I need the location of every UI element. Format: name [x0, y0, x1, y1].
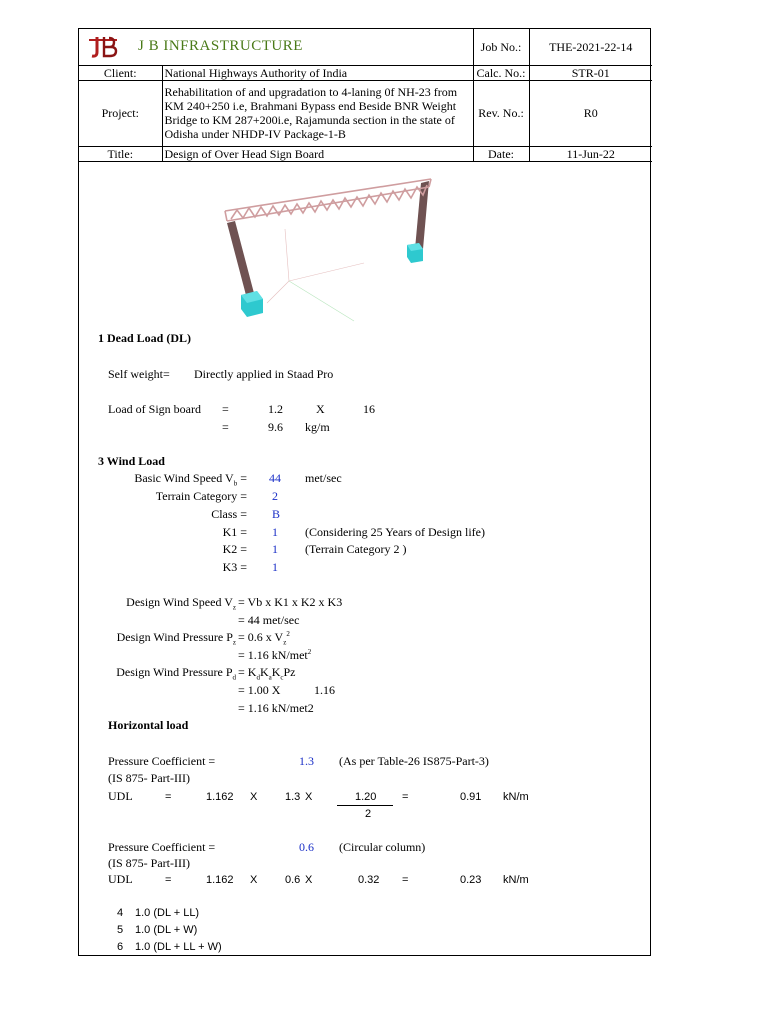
title-value: Design of Over Head Sign Board: [162, 146, 473, 161]
dead-load-result: 9.6: [268, 420, 283, 434]
udl-1-coefficient: 1.3: [285, 791, 301, 803]
design-wind-pressure-pd-formula: = $K_dK_aK_cPz$: [238, 665, 296, 682]
k2-label: K2 =: [222, 542, 247, 556]
design-wind-speed-label: Design Wind Speed $V_z$: [126, 595, 236, 612]
design-wind-pressure-pz-result: = 1.16 kN/met$^2$: [238, 648, 312, 662]
udl-1-result: 0.91: [460, 791, 482, 803]
multiply-sign: X: [316, 402, 325, 416]
class-value: B: [272, 507, 281, 521]
k3-value: 1: [272, 560, 278, 574]
pressure-coefficient-1-value: 1.3: [299, 754, 314, 768]
rev-label: Rev. No.:: [473, 80, 529, 146]
equals-sign: =: [402, 874, 409, 886]
project-label: Project:: [79, 80, 162, 146]
k3-label: K3 =: [222, 560, 247, 574]
rev-value: R0: [529, 80, 652, 146]
multiply-sign: X: [305, 791, 313, 803]
client-label: Client:: [79, 65, 162, 80]
k2-note: (Terrain Category 2 ): [305, 542, 407, 556]
calc-label: Calc. No.:: [473, 65, 529, 80]
udl-2-pressure: 1.162: [206, 874, 234, 886]
combination-number: 5: [117, 924, 124, 936]
company-cell: [79, 29, 473, 65]
udl-1-numerator: 1.20: [355, 791, 377, 803]
calc-value: STR-01: [529, 65, 652, 80]
date-label: Date:: [473, 146, 529, 161]
sign-board-factor: 1.2: [268, 402, 283, 416]
job-value: THE-2021-22-14: [529, 29, 652, 65]
pressure-coefficient-1-note: (As per Table-26 IS875-Part-3): [339, 754, 489, 768]
company-name: J B INFRASTRUCTURE: [138, 37, 303, 54]
udl-2-coefficient: 0.6: [285, 874, 301, 886]
sign-board-load-label: Load of Sign board: [108, 402, 201, 416]
equals-sign: =: [402, 791, 409, 803]
sign-board-structure-image: [219, 171, 449, 331]
design-wind-speed-result: = 44 met/sec: [238, 613, 300, 627]
udl-2-diameter: 0.32: [358, 874, 380, 886]
udl-2-label: UDL: [108, 872, 133, 886]
equals-sign: =: [222, 402, 229, 416]
multiply-sign: X: [305, 874, 313, 886]
udl-2-unit: kN/m: [503, 874, 529, 886]
horizontal-load-heading: Horizontal load: [108, 718, 189, 732]
equals-sign: =: [165, 791, 172, 803]
is-code-reference-1: (IS 875- Part-III): [108, 771, 190, 785]
k1-value: 1: [272, 525, 278, 539]
design-wind-pressure-pz-formula: = 0.6 x $V_z^2$: [238, 630, 290, 647]
udl-1-label: UDL: [108, 789, 133, 803]
equals-sign: =: [165, 874, 172, 886]
equals-sign: =: [222, 420, 229, 434]
k2-value: 1: [272, 542, 278, 556]
dead-load-unit: kg/m: [305, 420, 330, 434]
job-label: Job No.:: [473, 29, 529, 65]
self-weight-label: Self weight=: [108, 367, 170, 381]
self-weight-value: Directly applied in Staad Pro: [194, 367, 334, 381]
udl-1-pressure: 1.162: [206, 791, 234, 803]
design-wind-pressure-pd-calc-value: 1.16: [314, 683, 335, 697]
design-wind-speed-formula: = Vb x K1 x K2 x K3: [238, 595, 343, 609]
combination-number: 6: [117, 941, 124, 953]
design-wind-pressure-pd-label: Design Wind Pressure $P_d$: [116, 665, 236, 682]
design-wind-pressure-pd-calc: = 1.00 X: [238, 683, 281, 697]
basic-wind-speed-unit: met/sec: [305, 471, 342, 485]
multiply-sign: X: [250, 791, 258, 803]
combination-text: 1.0 (DL + W): [135, 924, 198, 936]
pressure-coefficient-2-label: Pressure Coefficient =: [108, 840, 216, 854]
is-code-reference-2: (IS 875- Part-III): [108, 856, 190, 870]
class-label: Class =: [211, 507, 247, 521]
project-value: Rehabilitation of and upgradation to 4-laning 0f NH-23 from KM 240+250 i.e, Brahmani Bypass end Beside BNR Weight Bridge to KM 287+200i.e, Rajamunda section in the state of Odisha under NHDP-IV Package-1-B: [162, 80, 473, 146]
terrain-category-label: Terrain Category =: [155, 489, 247, 503]
sign-board-weight: 16: [363, 402, 375, 416]
pressure-coefficient-2-note: (Circular column): [339, 840, 426, 854]
udl-1-unit: kN/m: [503, 791, 529, 803]
udl-2-result: 0.23: [460, 874, 482, 886]
jb-logo-icon: [87, 34, 121, 60]
design-wind-pressure-pz-label: Design Wind Pressure $P_z$: [116, 630, 236, 647]
combination-text: 1.0 (DL + LL + W): [135, 941, 222, 953]
title-label: Title:: [79, 146, 162, 161]
combination-number: 4: [117, 907, 124, 919]
wind-load-heading: 3 Wind Load: [98, 454, 165, 468]
pressure-coefficient-2-value: 0.6: [299, 840, 314, 854]
k1-note: (Considering 25 Years of Design life): [305, 525, 485, 539]
design-wind-pressure-pd-result: = 1.16 kN/met2: [238, 701, 314, 715]
basic-wind-speed-value: 44: [269, 471, 281, 485]
client-value: National Highways Authority of India: [162, 65, 473, 80]
pressure-coefficient-1-label: Pressure Coefficient =: [108, 754, 216, 768]
header-table: [79, 29, 652, 162]
combination-text: 1.0 (DL + LL): [135, 907, 200, 919]
date-value: 11-Jun-22: [529, 146, 652, 161]
udl-1-denominator: 2: [365, 808, 372, 820]
dead-load-heading: 1 Dead Load (DL): [98, 331, 192, 345]
multiply-sign: X: [250, 874, 258, 886]
fraction-line: [337, 805, 393, 806]
calculation-sheet: [78, 28, 651, 956]
terrain-category-value: 2: [272, 489, 278, 503]
k1-label: K1 =: [222, 525, 247, 539]
basic-wind-speed-label: Basic Wind Speed $V_b$ =: [134, 471, 247, 488]
